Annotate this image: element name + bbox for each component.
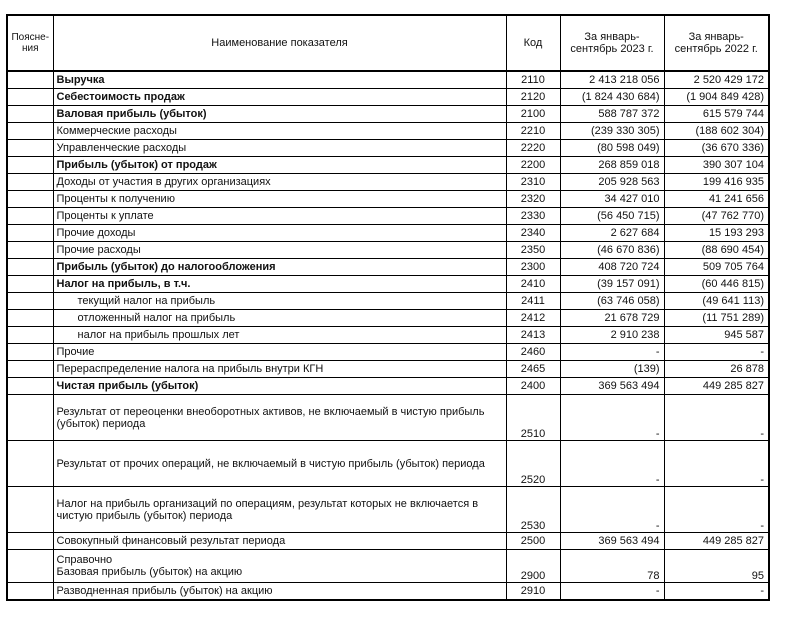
- table-row: [7, 441, 769, 487]
- note-cell: [7, 225, 53, 242]
- value-2022: 390 307 104: [664, 157, 769, 174]
- header-code: Код: [506, 15, 560, 71]
- value-2022: 41 241 656: [664, 191, 769, 208]
- table-row: [7, 276, 769, 293]
- financial-results-report: [6, 14, 768, 601]
- line-code: 2300: [506, 259, 560, 276]
- line-code: 2350: [506, 242, 560, 259]
- table-row: [7, 487, 769, 533]
- note-cell: [7, 242, 53, 259]
- value-2023: (63 746 058): [560, 293, 664, 310]
- header-period-2022: За январь- сентябрь 2022 г.: [664, 15, 769, 71]
- value-2023: (46 670 836): [560, 242, 664, 259]
- table-row: [7, 259, 769, 276]
- value-2023: -: [560, 344, 664, 361]
- value-2023: 408 720 724: [560, 259, 664, 276]
- value-2023: 78: [560, 550, 664, 583]
- line-code: 2220: [506, 140, 560, 157]
- line-code: 2520: [506, 441, 560, 487]
- table-row: [7, 208, 769, 225]
- line-code: 2460: [506, 344, 560, 361]
- value-2023: -: [560, 441, 664, 487]
- note-cell: [7, 157, 53, 174]
- value-2023: -: [560, 583, 664, 601]
- table-row: [7, 344, 769, 361]
- value-2023: 205 928 563: [560, 174, 664, 191]
- income-statement-table: [6, 14, 770, 601]
- line-code: 2500: [506, 533, 560, 550]
- indicator-name: Прочие доходы: [53, 225, 506, 242]
- value-2023: 369 563 494: [560, 378, 664, 395]
- table-row: [7, 395, 769, 441]
- line-code: 2330: [506, 208, 560, 225]
- indicator-name: Управленческие расходы: [53, 140, 506, 157]
- value-2022: 199 416 935: [664, 174, 769, 191]
- note-cell: [7, 106, 53, 123]
- value-2022: (1 904 849 428): [664, 89, 769, 106]
- value-2023: (1 824 430 684): [560, 89, 664, 106]
- indicator-name: Выручка: [53, 71, 506, 89]
- value-2023: 268 859 018: [560, 157, 664, 174]
- indicator-name: Совокупный финансовый результат периода: [53, 533, 506, 550]
- line-code: 2510: [506, 395, 560, 441]
- indicator-name: Коммерческие расходы: [53, 123, 506, 140]
- note-cell: [7, 89, 53, 106]
- table-body: [7, 71, 769, 600]
- value-2023: 588 787 372: [560, 106, 664, 123]
- value-2022: -: [664, 487, 769, 533]
- note-cell: [7, 487, 53, 533]
- note-cell: [7, 293, 53, 310]
- value-2022: 449 285 827: [664, 378, 769, 395]
- table-row: [7, 242, 769, 259]
- value-2022: -: [664, 583, 769, 601]
- value-2022: (49 641 113): [664, 293, 769, 310]
- value-2023: 369 563 494: [560, 533, 664, 550]
- value-2022: 2 520 429 172: [664, 71, 769, 89]
- indicator-name: Прибыль (убыток) до налогообложения: [53, 259, 506, 276]
- table-row: [7, 550, 769, 583]
- note-cell: [7, 378, 53, 395]
- note-cell: [7, 583, 53, 601]
- line-code: 2310: [506, 174, 560, 191]
- value-2022: 26 878: [664, 361, 769, 378]
- indicator-name: Себестоимость продаж: [53, 89, 506, 106]
- indicator-name: Налог на прибыль организаций по операциям, результат которых не включается в чистую прибыль (убыток) периода: [53, 487, 506, 533]
- value-2022: (88 690 454): [664, 242, 769, 259]
- value-2022: 615 579 744: [664, 106, 769, 123]
- table-row: [7, 327, 769, 344]
- indicator-name: текущий налог на прибыль: [53, 293, 506, 310]
- value-2023: (80 598 049): [560, 140, 664, 157]
- line-code: 2900: [506, 550, 560, 583]
- value-2022: (11 751 289): [664, 310, 769, 327]
- table-row: [7, 191, 769, 208]
- note-cell: [7, 550, 53, 583]
- value-2022: 15 193 293: [664, 225, 769, 242]
- value-2023: 2 910 238: [560, 327, 664, 344]
- indicator-name: Перераспределение налога на прибыль внутри КГН: [53, 361, 506, 378]
- value-2022: 509 705 764: [664, 259, 769, 276]
- indicator-name: отложенный налог на прибыль: [53, 310, 506, 327]
- note-cell: [7, 344, 53, 361]
- indicator-name: Валовая прибыль (убыток): [53, 106, 506, 123]
- line-code: 2412: [506, 310, 560, 327]
- header-note: Поясне- ния: [7, 15, 53, 71]
- line-code: 2910: [506, 583, 560, 601]
- line-code: 2530: [506, 487, 560, 533]
- table-row: [7, 310, 769, 327]
- indicator-name: Проценты к получению: [53, 191, 506, 208]
- value-2022: (60 446 815): [664, 276, 769, 293]
- note-cell: [7, 533, 53, 550]
- header-indicator-name: Наименование показателя: [53, 15, 506, 71]
- value-2022: (47 762 770): [664, 208, 769, 225]
- indicator-name: налог на прибыль прошлых лет: [53, 327, 506, 344]
- value-2022: 95: [664, 550, 769, 583]
- value-2022: (188 602 304): [664, 123, 769, 140]
- value-2023: 2 413 218 056: [560, 71, 664, 89]
- line-code: 2110: [506, 71, 560, 89]
- value-2023: -: [560, 487, 664, 533]
- table-row: [7, 174, 769, 191]
- table-row: [7, 293, 769, 310]
- note-cell: [7, 208, 53, 225]
- indicator-name: Результат от переоценки внеоборотных активов, не включаемый в чистую прибыль (убыток) периода: [53, 395, 506, 441]
- note-cell: [7, 310, 53, 327]
- indicator-name: Доходы от участия в других организациях: [53, 174, 506, 191]
- line-code: 2400: [506, 378, 560, 395]
- indicator-name: Прочие: [53, 344, 506, 361]
- table-row: [7, 89, 769, 106]
- table-row: [7, 533, 769, 550]
- indicator-name: Справочно Базовая прибыль (убыток) на акцию: [53, 550, 506, 583]
- note-cell: [7, 327, 53, 344]
- indicator-name: Результат от прочих операций, не включаемый в чистую прибыль (убыток) периода: [53, 441, 506, 487]
- note-cell: [7, 123, 53, 140]
- line-code: 2100: [506, 106, 560, 123]
- value-2023: 2 627 684: [560, 225, 664, 242]
- indicator-name: Налог на прибыль, в т.ч.: [53, 276, 506, 293]
- table-row: [7, 106, 769, 123]
- value-2023: 34 427 010: [560, 191, 664, 208]
- table-row: [7, 378, 769, 395]
- note-cell: [7, 259, 53, 276]
- line-code: 2340: [506, 225, 560, 242]
- note-cell: [7, 276, 53, 293]
- line-code: 2465: [506, 361, 560, 378]
- line-code: 2410: [506, 276, 560, 293]
- line-code: 2411: [506, 293, 560, 310]
- note-cell: [7, 361, 53, 378]
- table-row: [7, 71, 769, 89]
- value-2022: (36 670 336): [664, 140, 769, 157]
- header-row: [7, 15, 769, 71]
- header-period-2023: За январь- сентябрь 2023 г.: [560, 15, 664, 71]
- value-2022: -: [664, 395, 769, 441]
- table-row: [7, 123, 769, 140]
- table-row: [7, 140, 769, 157]
- value-2022: -: [664, 344, 769, 361]
- note-cell: [7, 174, 53, 191]
- line-code: 2413: [506, 327, 560, 344]
- note-cell: [7, 191, 53, 208]
- indicator-name: Прибыль (убыток) от продаж: [53, 157, 506, 174]
- note-cell: [7, 71, 53, 89]
- table-row: [7, 361, 769, 378]
- table-row: [7, 583, 769, 601]
- indicator-name: Разводненная прибыль (убыток) на акцию: [53, 583, 506, 601]
- note-cell: [7, 140, 53, 157]
- table-row: [7, 157, 769, 174]
- line-code: 2210: [506, 123, 560, 140]
- line-code: 2120: [506, 89, 560, 106]
- table-row: [7, 225, 769, 242]
- note-cell: [7, 395, 53, 441]
- indicator-name: Прочие расходы: [53, 242, 506, 259]
- value-2022: 449 285 827: [664, 533, 769, 550]
- value-2023: (39 157 091): [560, 276, 664, 293]
- indicator-name: Проценты к уплате: [53, 208, 506, 225]
- value-2023: (139): [560, 361, 664, 378]
- line-code: 2320: [506, 191, 560, 208]
- value-2022: 945 587: [664, 327, 769, 344]
- value-2022: -: [664, 441, 769, 487]
- line-code: 2200: [506, 157, 560, 174]
- value-2023: 21 678 729: [560, 310, 664, 327]
- value-2023: (56 450 715): [560, 208, 664, 225]
- value-2023: -: [560, 395, 664, 441]
- indicator-name: Чистая прибыль (убыток): [53, 378, 506, 395]
- note-cell: [7, 441, 53, 487]
- value-2023: (239 330 305): [560, 123, 664, 140]
